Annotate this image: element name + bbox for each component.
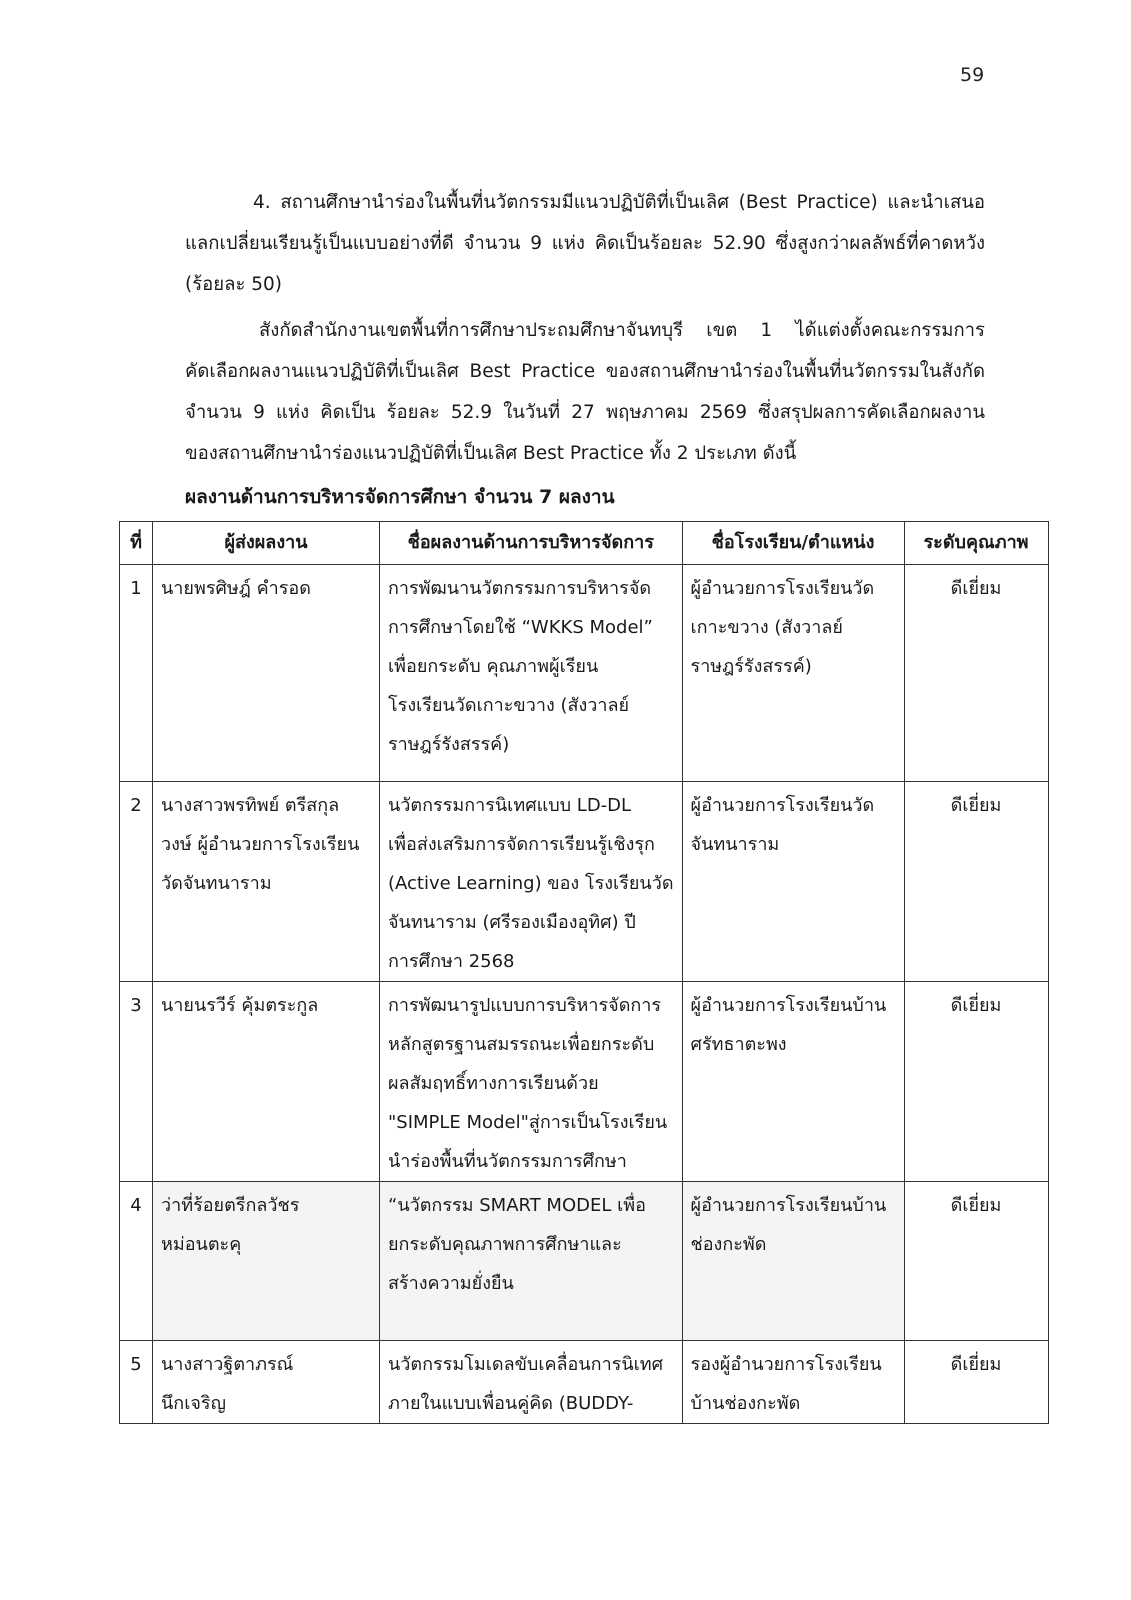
school-cell: [682, 782, 904, 982]
level-cell: ดีเยี่ยม: [904, 782, 1048, 982]
table-row: [120, 1182, 1049, 1341]
school-cell: [682, 1341, 904, 1424]
work-cell: [380, 1341, 683, 1424]
cell-line: ยกระดับคุณภาพการศึกษาและ: [388, 1234, 622, 1255]
header-no: ที่: [120, 522, 153, 565]
cell-line: "SIMPLE Model"สู่การเป็นโรงเรียน: [388, 1112, 668, 1133]
submitter-cell: [153, 982, 380, 1182]
cell-line: ราษฎร์รังสรรค์): [388, 734, 510, 755]
level-cell: ดีเยี่ยม: [904, 565, 1048, 782]
cell-line: การศึกษา 2568: [388, 951, 515, 972]
cell-line: นางสาวฐิตาภรณ์: [161, 1354, 294, 1375]
header-school: ชื่อโรงเรียน/ตำแหน่ง: [682, 522, 904, 565]
table-row: [120, 565, 1049, 782]
cell-line: นึกเจริญ: [161, 1393, 226, 1414]
cell-line: การพัฒนานวัตกรรมการบริหารจัด: [388, 578, 652, 599]
cell-line: เพื่อยกระดับ คุณภาพผู้เรียน: [388, 656, 599, 677]
paragraph-line: สังกัดสำนักงานเขตพื้นที่การศึกษาประถมศึกษาจันทบุรี เขต 1 ได้แต่งตั้งคณะกรรมการ: [259, 320, 985, 341]
cell-line: สร้างความยั่งยืน: [388, 1273, 514, 1294]
cell-line: ผลสัมฤทธิ์ทางการเรียนด้วย: [388, 1073, 599, 1094]
cell-line: (Active Learning) ของ โรงเรียนวัด: [388, 873, 674, 894]
cell-line: นวัตกรรมการนิเทศแบบ LD-DL: [388, 795, 632, 816]
submitter-cell: [153, 782, 380, 982]
cell-line: นายพรศิษฎ์ คำรอด: [161, 578, 311, 599]
table-row: [120, 1341, 1049, 1424]
row-number: 5: [120, 1341, 153, 1424]
cell-line: ผู้อำนวยการโรงเรียนวัด: [690, 578, 875, 599]
cell-line: เพื่อส่งเสริมการจัดการเรียนรู้เชิงรุก: [388, 834, 655, 855]
row-number: 2: [120, 782, 153, 982]
school-cell: [682, 982, 904, 1182]
cell-line: “นวัตกรรม SMART MODEL เพื่อ: [388, 1195, 646, 1216]
cell-line: จันทนาราม (ศรีรองเมืองอุทิศ) ปี: [388, 912, 636, 933]
page-number: 59: [960, 64, 985, 86]
cell-line: วัดจันทนาราม: [161, 873, 272, 894]
submitter-cell: [153, 1182, 380, 1341]
level-cell: ดีเยี่ยม: [904, 1341, 1048, 1424]
cell-line: หม่อนตะคุ: [161, 1234, 242, 1255]
cell-line: นำร่องพื้นที่นวัตกรรมการศึกษา: [388, 1151, 627, 1172]
table-header-row: [120, 522, 1049, 565]
header-submitter: ผู้ส่งผลงาน: [153, 522, 380, 565]
header-level: ระดับคุณภาพ: [904, 522, 1048, 565]
paragraph-line: แลกเปลี่ยนเรียนรู้เป็นแบบอย่างที่ดี จำนวน 9 แห่ง คิดเป็นร้อยละ 52.90 ซึ่งสูงกว่าผลลัพธ์ที่คาดหวัง: [185, 233, 985, 254]
cell-line: วงษ์ ผู้อำนวยการโรงเรียน: [161, 834, 360, 855]
paragraph-line: (ร้อยละ 50): [185, 274, 283, 295]
submitter-cell: [153, 565, 380, 782]
cell-line: การศึกษาโดยใช้ “WKKS Model”: [388, 617, 653, 638]
cell-line: โรงเรียนวัดเกาะขวาง (สังวาลย์: [388, 695, 630, 716]
cell-line: นางสาวพรทิพย์ ตรีสกุล: [161, 795, 340, 816]
header-work: ชื่อผลงานด้านการบริหารจัดการ: [380, 522, 683, 565]
paragraph-line: จำนวน 9 แห่ง คิดเป็น ร้อยละ 52.9 ในวันที่ 27 พฤษภาคม 2569 ซึ่งสรุปผลการคัดเลือกผลงาน: [185, 402, 985, 423]
level-cell: ดีเยี่ยม: [904, 1182, 1048, 1341]
cell-line: ราษฎร์รังสรรค์): [690, 656, 812, 677]
paragraph-line: 4. สถานศึกษานำร่องในพื้นที่นวัตกรรมมีแนวปฏิบัติที่เป็นเลิศ (Best Practice) และนำเสนอ: [253, 192, 985, 213]
cell-line: ผู้อำนวยการโรงเรียนบ้าน: [690, 995, 887, 1016]
level-cell: ดีเยี่ยม: [904, 982, 1048, 1182]
cell-line: จันทนาราม: [690, 834, 780, 855]
cell-line: นวัตกรรมโมเดลขับเคลื่อนการนิเทศ: [388, 1354, 664, 1375]
paragraph-line: คัดเลือกผลงานแนวปฏิบัติที่เป็นเลิศ Best Practice ของสถานศึกษานำร่องในพื้นที่นวัตกรรมในสังกัด: [185, 361, 985, 382]
work-cell: [380, 565, 683, 782]
cell-line: ผู้อำนวยการโรงเรียนบ้าน: [690, 1195, 887, 1216]
paragraph-line: ของสถานศึกษานำร่องแนวปฏิบัติที่เป็นเลิศ Best Practice ทั้ง 2 ประเภท ดังนี้: [185, 443, 797, 464]
cell-line: ว่าที่ร้อยตรีกลวัชร: [161, 1195, 300, 1216]
cell-line: ช่องกะพัด: [690, 1234, 767, 1255]
cell-line: ผู้อำนวยการโรงเรียนวัด: [690, 795, 875, 816]
row-number: 3: [120, 982, 153, 1182]
school-cell: [682, 1182, 904, 1341]
school-cell: [682, 565, 904, 782]
cell-line: เกาะขวาง (สังวาลย์: [690, 617, 843, 638]
cell-line: ศรัทธาตะพง: [690, 1034, 787, 1055]
results-table: [119, 521, 1049, 1424]
cell-line: หลักสูตรฐานสมรรถนะเพื่อยกระดับ: [388, 1034, 655, 1055]
submitter-cell: [153, 1341, 380, 1424]
cell-line: ภายในแบบเพื่อนคู่คิด (BUDDY-: [388, 1393, 634, 1414]
paragraph-best-practice: [185, 182, 985, 305]
row-number: 4: [120, 1182, 153, 1341]
cell-line: การพัฒนารูปแบบการบริหารจัดการ: [388, 995, 662, 1016]
work-cell: [380, 1182, 683, 1341]
work-cell: [380, 982, 683, 1182]
table-row: [120, 782, 1049, 982]
cell-line: นายนรวีร์ คุ้มตระกูล: [161, 995, 319, 1016]
table-row: [120, 982, 1049, 1182]
row-number: 1: [120, 565, 153, 782]
work-cell: [380, 782, 683, 982]
table-title: ผลงานด้านการบริหารจัดการศึกษา จำนวน 7 ผลงาน: [185, 486, 615, 508]
cell-line: รองผู้อำนวยการโรงเรียน: [690, 1354, 882, 1375]
cell-line: บ้านช่องกะพัด: [690, 1393, 801, 1414]
paragraph-committee: [185, 310, 985, 474]
